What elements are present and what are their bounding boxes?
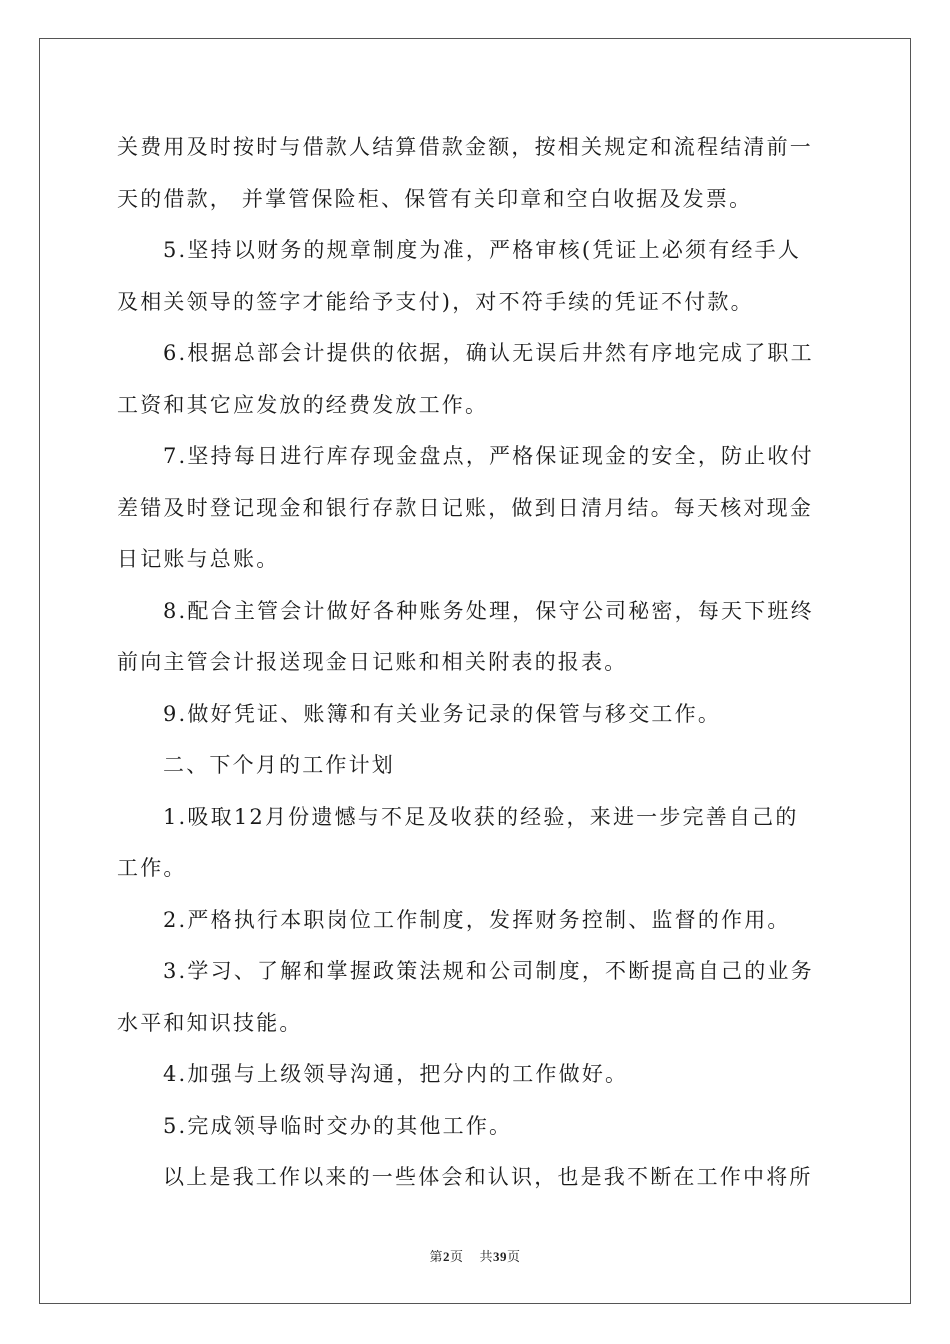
text-line: 关费用及时按时与借款人结算借款金额，按相关规定和流程结清前一 — [117, 135, 813, 159]
text-line: 8.配合主管会计做好各种账务处理，保守公司秘密，每天下班终 — [163, 598, 814, 623]
text-line: 工资和其它应发放的经费发放工作。 — [117, 392, 489, 417]
text-line: 5.坚持以财务的规章制度为准，严格审核(凭证上必须有经手人 — [163, 238, 802, 262]
current-page-number: 2 — [442, 1249, 450, 1264]
text-line: 前向主管会计报送现金日记账和相关附表的报表。 — [117, 650, 628, 674]
text-line: 4.加强与上级领导沟通，把分内的工作做好。 — [163, 1062, 629, 1086]
footer-prefix: 第 — [429, 1250, 443, 1265]
text-line: 差错及时登记现金和银行存款日记账，做到日清月结。每天核对现金 — [117, 495, 813, 520]
document-body — [117, 122, 833, 1204]
text-line: 日记账与总账。 — [117, 547, 280, 571]
text-line: 工作。 — [117, 856, 187, 880]
text-line: 6.根据总部会计提供的依据，确认无误后井然有序地完成了职工 — [163, 341, 814, 365]
footer-total-unit: 页 — [507, 1250, 521, 1265]
text-line: 二、下个月的工作计划 — [163, 753, 395, 777]
text-line: 及相关领导的签字才能给予支付)，对不符手续的凭证不付款。 — [117, 289, 754, 314]
text-line: 7.坚持每日进行库存现金盘点，严格保证现金的安全，防止收付 — [163, 444, 814, 468]
footer-page-unit: 页 — [449, 1250, 464, 1265]
text-line: 9.做好凭证、账簿和有关业务记录的保管与移交工作。 — [163, 701, 722, 726]
footer-total-prefix: 共 — [479, 1250, 494, 1265]
text-line: 以上是我工作以来的一些体会和认识，也是我不断在工作中将所 — [163, 1165, 813, 1189]
text-line: 1.吸取12月份遗憾与不足及收获的经验，来进一步完善自己的 — [163, 804, 799, 829]
total-pages-number: 39 — [493, 1249, 508, 1264]
page-footer — [0, 1246, 950, 1265]
text-line: 3.学习、了解和掌握政策法规和公司制度，不断提高自己的业务 — [163, 959, 814, 983]
text-line: 2.严格执行本职岗位工作制度，发挥财务控制、监督的作用。 — [163, 907, 791, 932]
text-line: 5.完成领导临时交办的其他工作。 — [163, 1113, 513, 1138]
text-line: 水平和知识技能。 — [117, 1010, 303, 1035]
text-line: 天的借款， 并掌管保险柜、保管有关印章和空白收据及发票。 — [117, 186, 753, 211]
